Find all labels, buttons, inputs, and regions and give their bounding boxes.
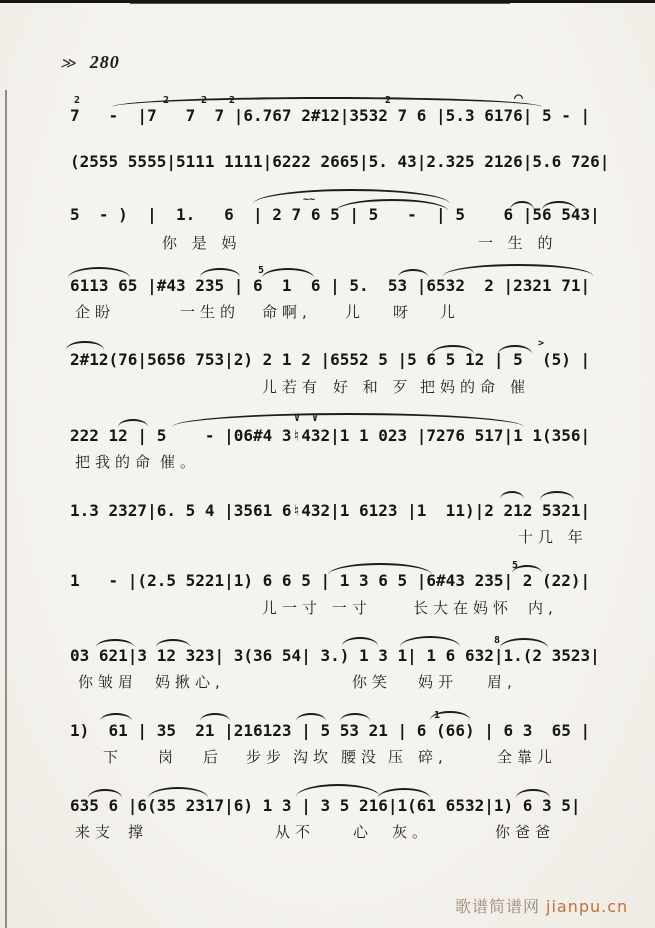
- grace-note: 2: [163, 95, 170, 106]
- notation-line-5: 2#12(76|5656 753|2) 2 1 2 |6552 5 |5 6 5 12 | 5 (5) |: [70, 350, 591, 369]
- notation-line-8: 1 - |(2.5 5221|1) 6 6 5 | 1 3 6 5 |6#43 235| 2 (22)|: [70, 571, 591, 590]
- lyric: 妈开: [418, 673, 459, 691]
- page-header: [60, 52, 120, 73]
- breath-mark-icon: ∨: [294, 413, 301, 424]
- lyric: 一 生 的: [478, 234, 558, 252]
- lyric: 催。: [160, 453, 201, 471]
- lyric: 把我的命: [75, 453, 156, 471]
- grace-note: 2: [201, 95, 208, 106]
- grace-note: 2: [74, 95, 81, 106]
- lyric: 十几 年: [518, 528, 588, 546]
- lyric: 撑: [128, 823, 149, 841]
- lyric: 命啊,: [262, 303, 312, 321]
- lyric: 把妈的命: [420, 378, 501, 396]
- lyric: 全靠儿: [497, 748, 558, 766]
- lyric: 腰没: [341, 748, 382, 766]
- grace-note: 1: [434, 710, 441, 721]
- lyric: 儿: [345, 303, 366, 321]
- breath-mark-icon: ∨: [312, 413, 319, 424]
- lyric: 后: [203, 748, 224, 766]
- lyric: 企盼: [75, 303, 116, 321]
- watermark: [455, 894, 628, 917]
- grace-note: 8: [494, 635, 501, 646]
- notation-line-3: 5 - ) | 1. 6 | 2 7 6 5 | 5 - | 5 6 |56 543|: [70, 205, 600, 224]
- scan-artifact-left: [5, 90, 7, 928]
- lyric: 你爸爸: [495, 823, 556, 841]
- lyric: 步步: [246, 748, 287, 766]
- lyric: 从不: [275, 823, 316, 841]
- lyric: 眉,: [487, 673, 517, 691]
- notation-line-7: 1.3 2327|6. 5 4 |3561 6♮432|1 6123 |1 11)|2 212 5321|: [70, 501, 591, 520]
- watermark-site-name: 歌谱简谱网: [455, 897, 541, 916]
- scan-artifact-top: [130, 3, 510, 4]
- lyric: 儿若有: [262, 378, 323, 396]
- lyric: 灰。: [392, 823, 433, 841]
- notation-line-11: 635 6 |6(35 2317|6) 1 3 | 3 5 216|1(61 6532|1) 6 3 5|: [70, 796, 581, 815]
- accent-icon: >: [538, 338, 545, 349]
- notation-line-9: 03 621|3 12 323| 3(36 54| 3.) 1 3 1| 1 6 632|1.(2 3523|: [70, 646, 600, 665]
- lyric: 催: [510, 378, 531, 396]
- lyric: 你笑: [352, 673, 393, 691]
- lyric: 来支: [75, 823, 116, 841]
- lyric: 长大在妈怀: [413, 599, 514, 617]
- lyric: 你 是 妈: [162, 234, 242, 252]
- lyric: 心: [353, 823, 374, 841]
- slur-arc: [500, 491, 524, 499]
- lyric: 沟坎: [293, 748, 334, 766]
- lyric: 你皱眉: [78, 673, 139, 691]
- lyric: 岗: [158, 748, 179, 766]
- lyric: 呀: [393, 303, 414, 321]
- lyric: 儿: [440, 303, 461, 321]
- notation-line-6: 222 12 | 5 - |06#4 3♮432|1 1 023 |7276 517|1 1(356|: [70, 426, 591, 445]
- trill-icon: ~~: [303, 194, 316, 205]
- lyric: 妈揪心,: [155, 673, 225, 691]
- notation-line-2: (2555 5555|5111 1111|6222 2665|5. 43|2.325 2126|5.6 726|: [70, 152, 610, 171]
- fermata-icon: ⌒: [514, 88, 524, 106]
- notation-line-4: 6113 65 |#43 235 | 6 1 6 | 5. 53 |6532 2 |2321 71|: [70, 276, 591, 295]
- notation-line-1: 7 - |7 7 7 |6.767 2#12|3532 7 6 |5.3 6176| 5 - |: [70, 106, 591, 125]
- notation-line-10: 1) 61 | 35 21 |216123 | 5 53 21 | 6 (66) | 6 3 65 |: [70, 721, 591, 740]
- grace-note: 5: [512, 560, 519, 571]
- lyric: 儿一寸 一寸: [262, 599, 372, 617]
- lyric: 一生的: [180, 303, 241, 321]
- page-marker-icon: ≫: [60, 56, 76, 72]
- watermark-site-url: jianpu.cn: [546, 897, 629, 916]
- grace-note: 5: [258, 265, 265, 276]
- lyric: 下: [103, 748, 124, 766]
- lyric: 碎,: [418, 748, 448, 766]
- lyric: 好 和 歹: [333, 378, 413, 396]
- lyric: 压: [388, 748, 409, 766]
- grace-note: 2: [385, 95, 392, 106]
- page-number: 280: [89, 52, 120, 72]
- lyric: 内,: [528, 599, 558, 617]
- grace-note: 2: [229, 95, 236, 106]
